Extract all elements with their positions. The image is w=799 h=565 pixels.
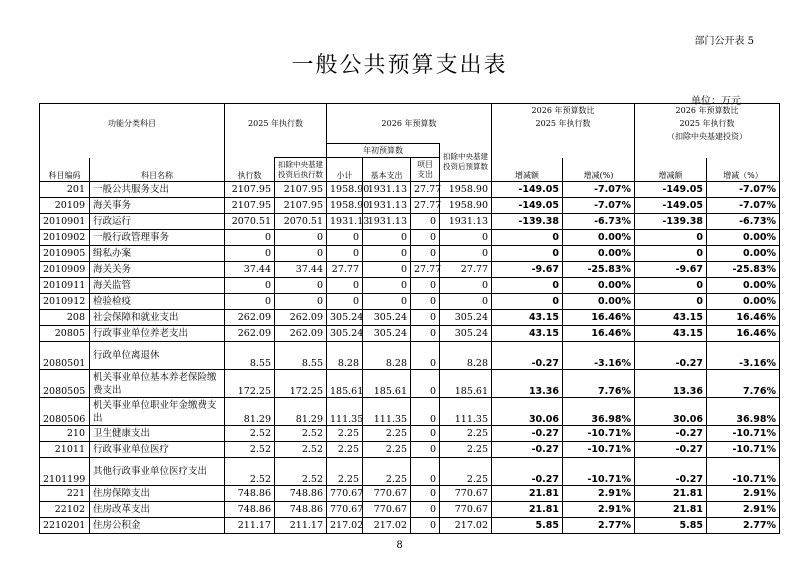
row-code: 201 — [40, 182, 90, 198]
row-basic: 0 — [363, 278, 411, 294]
row-code: 2010905 — [40, 246, 90, 262]
row-code: 210 — [40, 426, 90, 442]
row-exec: 2070.51 — [225, 214, 275, 230]
row-inc-amt: 0 — [492, 230, 563, 246]
header-blank — [40, 144, 225, 158]
header-inc-amt-excl: 增减额 — [635, 158, 707, 182]
row-name: 一般行政管理事务 — [90, 230, 225, 246]
table-body — [40, 182, 780, 534]
row-inc-amt: -9.67 — [492, 262, 563, 278]
table-row — [40, 230, 780, 246]
row-inc-pct-excl: 0.00% — [707, 294, 780, 310]
row-exec: 2107.95 — [225, 182, 275, 198]
row-code: 208 — [40, 310, 90, 326]
row-exec: 262.09 — [225, 326, 275, 342]
table-row — [40, 278, 780, 294]
row-inc-pct-excl: -10.71% — [707, 442, 780, 458]
row-inc-amt: 0 — [492, 278, 563, 294]
row-inc-pct: 36.98% — [563, 398, 635, 426]
row-exec: 37.44 — [225, 262, 275, 278]
row-inc-pct-excl: 2.77% — [707, 518, 780, 534]
row-project: 0 — [411, 370, 440, 398]
row-name: 行政事业单位医疗 — [90, 442, 225, 458]
table-row — [40, 370, 780, 398]
row-code: 20109 — [40, 198, 90, 214]
row-basic: 2.25 — [363, 426, 411, 442]
row-inc-pct-excl: -10.71% — [707, 426, 780, 442]
row-subtotal: 305.24 — [327, 326, 363, 342]
row-basic: 0 — [363, 230, 411, 246]
row-name: 机关事业单位职业年金缴费支出 — [90, 398, 225, 426]
row-basic: 1931.13 — [363, 182, 411, 198]
header-cmp-excl-line3: （扣除中央基建投资） — [635, 130, 780, 144]
row-subtotal: 2.25 — [327, 426, 363, 442]
row-subtotal: 1958.90 — [327, 198, 363, 214]
row-name: 住房改革支出 — [90, 502, 225, 518]
row-inc-pct: -6.73% — [563, 214, 635, 230]
table-row — [40, 294, 780, 310]
row-code: 20805 — [40, 326, 90, 342]
row-name: 机关事业单位基本养老保险缴费支出 — [90, 370, 225, 398]
row-excl-exec: 748.86 — [275, 486, 327, 502]
row-basic: 1931.13 — [363, 214, 411, 230]
row-project: 0 — [411, 518, 440, 534]
header-blank — [327, 104, 492, 118]
header-basic: 基本支出 — [363, 158, 411, 182]
row-inc-pct: -10.71% — [563, 442, 635, 458]
header-2025-exec: 2025 年执行数 — [225, 117, 327, 130]
row-excl-budget: 217.02 — [440, 518, 492, 534]
row-excl-exec: 2.52 — [275, 442, 327, 458]
header-excl-central-after-budget: 扣除中央基建投资后预算数 — [440, 144, 492, 182]
row-inc-pct-excl: 2.91% — [707, 486, 780, 502]
row-name: 住房公积金 — [90, 518, 225, 534]
header-blank — [225, 130, 327, 144]
row-excl-exec: 2.52 — [275, 426, 327, 442]
row-excl-budget: 185.61 — [440, 370, 492, 398]
row-name: 社会保障和就业支出 — [90, 310, 225, 326]
row-inc-amt-excl: 43.15 — [635, 310, 707, 326]
row-excl-budget: 2.25 — [440, 426, 492, 442]
row-project: 27.77 — [411, 198, 440, 214]
row-basic: 0 — [363, 246, 411, 262]
row-exec: 0 — [225, 294, 275, 310]
page-title: 一般公共预算支出表 — [291, 53, 508, 78]
row-inc-pct: -10.71% — [563, 426, 635, 442]
row-inc-amt-excl: -9.67 — [635, 262, 707, 278]
row-name: 一般公共服务支出 — [90, 182, 225, 198]
row-exec: 2.52 — [225, 426, 275, 442]
row-exec: 2107.95 — [225, 198, 275, 214]
row-inc-amt-excl: 5.85 — [635, 518, 707, 534]
row-inc-pct-excl: 16.46% — [707, 310, 780, 326]
row-basic: 185.61 — [363, 370, 411, 398]
row-inc-pct-excl: 36.98% — [707, 398, 780, 426]
row-basic: 770.67 — [363, 502, 411, 518]
row-project: 0 — [411, 458, 440, 486]
row-inc-pct-excl: -10.71% — [707, 458, 780, 486]
row-inc-amt-excl: 43.15 — [635, 326, 707, 342]
row-inc-amt-excl: -149.05 — [635, 198, 707, 214]
row-inc-amt: -149.05 — [492, 198, 563, 214]
row-basic: 217.02 — [363, 518, 411, 534]
row-code: 2010902 — [40, 230, 90, 246]
row-inc-pct-excl: -7.07% — [707, 182, 780, 198]
row-name: 海关监管 — [90, 278, 225, 294]
header-excl-central-after-exec: 扣除中央基建投资后执行数 — [275, 158, 327, 182]
row-subtotal: 770.67 — [327, 486, 363, 502]
row-excl-budget: 1958.90 — [440, 182, 492, 198]
row-subtotal: 2.25 — [327, 442, 363, 458]
row-inc-amt-excl: -139.38 — [635, 214, 707, 230]
table-row — [40, 326, 780, 342]
row-inc-pct: 0.00% — [563, 230, 635, 246]
row-inc-amt: 13.36 — [492, 370, 563, 398]
row-inc-pct: 16.46% — [563, 310, 635, 326]
header-blank — [327, 130, 492, 144]
row-inc-amt-excl: 0 — [635, 246, 707, 262]
row-code: 2010909 — [40, 262, 90, 278]
row-inc-amt-excl: -0.27 — [635, 442, 707, 458]
row-basic: 305.24 — [363, 326, 411, 342]
header-cmp-excl-line2: 2025 年执行数 — [635, 117, 780, 130]
row-excl-exec: 0 — [275, 230, 327, 246]
row-excl-exec: 81.29 — [275, 398, 327, 426]
row-inc-amt: -149.05 — [492, 182, 563, 198]
row-code: 2210201 — [40, 518, 90, 534]
row-inc-pct-excl: -6.73% — [707, 214, 780, 230]
row-excl-exec: 211.17 — [275, 518, 327, 534]
header-inc-pct-excl: 增减（%） — [707, 158, 780, 182]
row-inc-amt-excl: 21.81 — [635, 502, 707, 518]
row-code: 2010901 — [40, 214, 90, 230]
table-row — [40, 310, 780, 326]
row-project: 0 — [411, 326, 440, 342]
row-project: 0 — [411, 502, 440, 518]
row-subtotal: 2.25 — [327, 458, 363, 486]
row-excl-budget: 111.35 — [440, 398, 492, 426]
row-inc-pct: 0.00% — [563, 278, 635, 294]
row-excl-exec: 172.25 — [275, 370, 327, 398]
header-inc-amt: 增减额 — [492, 158, 563, 182]
row-inc-pct-excl: 2.91% — [707, 502, 780, 518]
row-excl-budget: 0 — [440, 230, 492, 246]
row-exec: 262.09 — [225, 310, 275, 326]
table-row — [40, 486, 780, 502]
row-subtotal: 0 — [327, 246, 363, 262]
row-basic: 111.35 — [363, 398, 411, 426]
row-basic: 8.28 — [363, 342, 411, 370]
row-name: 其他行政事业单位医疗支出 — [90, 458, 225, 486]
row-inc-amt-excl: 30.06 — [635, 398, 707, 426]
row-inc-pct: 0.00% — [563, 294, 635, 310]
page-number: 8 — [396, 540, 403, 551]
row-code: 21011 — [40, 442, 90, 458]
row-excl-budget: 0 — [440, 246, 492, 262]
row-excl-budget: 305.24 — [440, 326, 492, 342]
header-cmp-excl-line1: 2026 年预算数比 — [635, 104, 780, 118]
row-exec: 748.86 — [225, 486, 275, 502]
row-inc-pct: -25.83% — [563, 262, 635, 278]
row-name: 卫生健康支出 — [90, 426, 225, 442]
row-excl-exec: 37.44 — [275, 262, 327, 278]
row-inc-pct-excl: -3.16% — [707, 342, 780, 370]
row-inc-pct-excl: 16.46% — [707, 326, 780, 342]
row-inc-amt: 21.81 — [492, 486, 563, 502]
header-cmp-exec-line2: 2025 年执行数 — [492, 117, 635, 130]
row-excl-budget: 770.67 — [440, 502, 492, 518]
budget-expenditure-table — [39, 103, 780, 534]
row-excl-exec: 2070.51 — [275, 214, 327, 230]
row-exec: 2.52 — [225, 442, 275, 458]
header-name: 科目名称 — [90, 158, 225, 182]
row-subtotal: 0 — [327, 294, 363, 310]
row-inc-pct: 2.91% — [563, 486, 635, 502]
row-excl-budget: 1931.13 — [440, 214, 492, 230]
row-name: 海关事务 — [90, 198, 225, 214]
row-inc-amt-excl: -0.27 — [635, 458, 707, 486]
row-inc-pct: 2.77% — [563, 518, 635, 534]
table-row — [40, 398, 780, 426]
row-inc-amt: -0.27 — [492, 458, 563, 486]
row-inc-amt-excl: 21.81 — [635, 486, 707, 502]
row-inc-pct: -7.07% — [563, 182, 635, 198]
header-blank — [40, 104, 225, 118]
row-inc-pct-excl: -25.83% — [707, 262, 780, 278]
row-code: 2080505 — [40, 370, 90, 398]
row-excl-budget: 305.24 — [440, 310, 492, 326]
table-number-label: 部门公开表 5 — [694, 36, 754, 47]
row-project: 0 — [411, 246, 440, 262]
row-inc-amt-excl: 0 — [635, 230, 707, 246]
row-inc-amt: 5.85 — [492, 518, 563, 534]
row-basic: 2.25 — [363, 442, 411, 458]
row-code: 2080501 — [40, 342, 90, 370]
row-basic: 0 — [363, 262, 411, 278]
row-excl-budget: 1958.90 — [440, 198, 492, 214]
row-excl-exec: 2107.95 — [275, 198, 327, 214]
table-row — [40, 518, 780, 534]
row-name: 行政运行 — [90, 214, 225, 230]
row-inc-pct: -3.16% — [563, 342, 635, 370]
row-inc-amt: -139.38 — [492, 214, 563, 230]
row-code: 2010912 — [40, 294, 90, 310]
row-excl-exec: 0 — [275, 294, 327, 310]
row-code: 221 — [40, 486, 90, 502]
table-row — [40, 426, 780, 442]
row-project: 0 — [411, 426, 440, 442]
row-basic: 305.24 — [363, 310, 411, 326]
row-inc-pct: -10.71% — [563, 458, 635, 486]
row-name: 检验检疫 — [90, 294, 225, 310]
row-excl-exec: 748.86 — [275, 502, 327, 518]
row-project: 0 — [411, 398, 440, 426]
row-project: 0 — [411, 230, 440, 246]
row-name: 行政事业单位养老支出 — [90, 326, 225, 342]
header-code: 科目编码 — [40, 158, 90, 182]
row-inc-amt: -0.27 — [492, 442, 563, 458]
row-name: 缉私办案 — [90, 246, 225, 262]
row-subtotal: 1931.13 — [327, 214, 363, 230]
row-subtotal: 8.28 — [327, 342, 363, 370]
row-inc-amt-excl: 13.36 — [635, 370, 707, 398]
row-name: 海关关务 — [90, 262, 225, 278]
row-basic: 2.25 — [363, 458, 411, 486]
row-inc-amt: 0 — [492, 294, 563, 310]
header-blank — [492, 130, 635, 144]
header-cmp-exec-line1: 2026 年预算数比 — [492, 104, 635, 118]
table-row — [40, 342, 780, 370]
row-name: 行政单位离退休 — [90, 342, 225, 370]
row-project: 0 — [411, 442, 440, 458]
row-subtotal: 217.02 — [327, 518, 363, 534]
row-inc-amt: 43.15 — [492, 310, 563, 326]
row-project: 0 — [411, 214, 440, 230]
header-func-category: 功能分类科目 — [40, 117, 225, 130]
table-row — [40, 442, 780, 458]
row-name: 住房保障支出 — [90, 486, 225, 502]
table-row — [40, 198, 780, 214]
row-subtotal: 185.61 — [327, 370, 363, 398]
row-exec: 8.55 — [225, 342, 275, 370]
row-inc-amt-excl: -0.27 — [635, 342, 707, 370]
row-excl-budget: 2.25 — [440, 442, 492, 458]
row-subtotal: 770.67 — [327, 502, 363, 518]
row-excl-exec: 0 — [275, 246, 327, 262]
row-excl-budget: 8.28 — [440, 342, 492, 370]
row-subtotal: 1958.90 — [327, 182, 363, 198]
row-subtotal: 111.35 — [327, 398, 363, 426]
row-project: 0 — [411, 294, 440, 310]
row-inc-pct: 7.76% — [563, 370, 635, 398]
header-inc-pct: 增减(%) — [563, 158, 635, 182]
header-project: 项目支出 — [411, 158, 440, 182]
row-exec: 0 — [225, 230, 275, 246]
row-excl-budget: 2.25 — [440, 458, 492, 486]
row-inc-amt: -0.27 — [492, 426, 563, 442]
row-exec: 0 — [225, 278, 275, 294]
header-exec: 执行数 — [225, 158, 275, 182]
header-subtotal: 小计 — [327, 158, 363, 182]
row-project: 0 — [411, 278, 440, 294]
table-row — [40, 262, 780, 278]
row-code: 2080506 — [40, 398, 90, 426]
table-row — [40, 182, 780, 198]
row-excl-budget: 0 — [440, 278, 492, 294]
header-blank — [492, 144, 635, 158]
row-excl-exec: 262.09 — [275, 310, 327, 326]
row-excl-budget: 770.67 — [440, 486, 492, 502]
row-basic: 1931.13 — [363, 198, 411, 214]
header-2026-budget: 2026 年预算数 — [327, 117, 492, 130]
row-inc-amt-excl: 0 — [635, 278, 707, 294]
header-initial-budget: 年初预算数 — [327, 144, 440, 158]
row-inc-pct-excl: 0.00% — [707, 230, 780, 246]
row-inc-amt: 30.06 — [492, 398, 563, 426]
row-basic: 770.67 — [363, 486, 411, 502]
row-code: 2010911 — [40, 278, 90, 294]
header-blank — [40, 130, 225, 144]
row-excl-exec: 0 — [275, 278, 327, 294]
row-code: 2101199 — [40, 458, 90, 486]
table-row — [40, 458, 780, 486]
row-subtotal: 0 — [327, 278, 363, 294]
row-subtotal: 27.77 — [327, 262, 363, 278]
table-row — [40, 502, 780, 518]
row-project: 27.77 — [411, 262, 440, 278]
row-inc-pct-excl: 7.76% — [707, 370, 780, 398]
row-exec: 81.29 — [225, 398, 275, 426]
row-excl-budget: 27.77 — [440, 262, 492, 278]
row-inc-pct-excl: 0.00% — [707, 278, 780, 294]
row-inc-pct: 0.00% — [563, 246, 635, 262]
row-inc-amt: 43.15 — [492, 326, 563, 342]
row-inc-pct: 16.46% — [563, 326, 635, 342]
table-row — [40, 246, 780, 262]
row-inc-pct-excl: -7.07% — [707, 198, 780, 214]
row-excl-exec: 2.52 — [275, 458, 327, 486]
row-exec: 748.86 — [225, 502, 275, 518]
header-blank — [635, 144, 780, 158]
header-blank — [225, 104, 327, 118]
row-exec: 2.52 — [225, 458, 275, 486]
row-inc-pct-excl: 0.00% — [707, 246, 780, 262]
row-basic: 0 — [363, 294, 411, 310]
row-excl-exec: 262.09 — [275, 326, 327, 342]
row-excl-exec: 2107.95 — [275, 182, 327, 198]
row-project: 0 — [411, 486, 440, 502]
row-excl-budget: 0 — [440, 294, 492, 310]
row-project: 0 — [411, 342, 440, 370]
row-exec: 211.17 — [225, 518, 275, 534]
row-project: 27.77 — [411, 182, 440, 198]
row-inc-amt: -0.27 — [492, 342, 563, 370]
unit-label: 单位：万元 — [691, 96, 741, 107]
row-inc-amt: 0 — [492, 246, 563, 262]
row-excl-exec: 8.55 — [275, 342, 327, 370]
row-exec: 0 — [225, 246, 275, 262]
row-inc-pct: -7.07% — [563, 198, 635, 214]
row-project: 0 — [411, 310, 440, 326]
row-inc-amt-excl: -0.27 — [635, 426, 707, 442]
row-inc-amt-excl: -149.05 — [635, 182, 707, 198]
row-code: 22102 — [40, 502, 90, 518]
row-subtotal: 305.24 — [327, 310, 363, 326]
row-inc-amt-excl: 0 — [635, 294, 707, 310]
table-row — [40, 214, 780, 230]
row-inc-amt: 21.81 — [492, 502, 563, 518]
row-exec: 172.25 — [225, 370, 275, 398]
row-inc-pct: 2.91% — [563, 502, 635, 518]
row-subtotal: 0 — [327, 230, 363, 246]
header-blank — [225, 144, 327, 158]
